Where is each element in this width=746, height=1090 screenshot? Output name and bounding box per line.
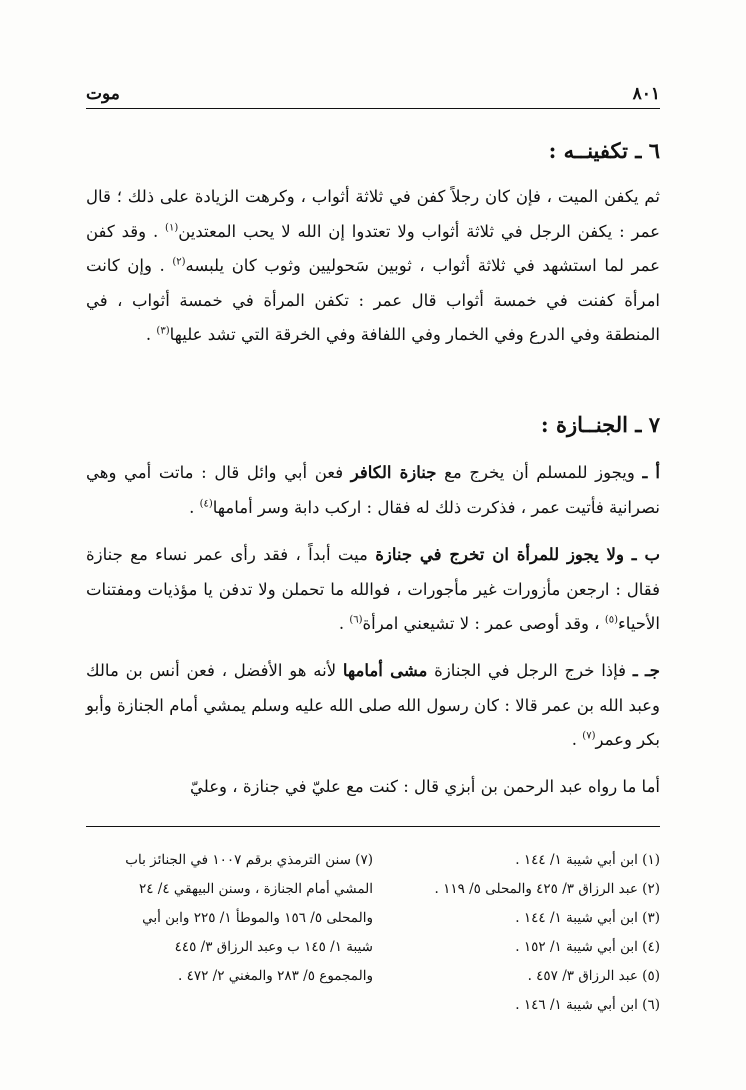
footnote-rule xyxy=(86,826,660,827)
item-c-end: . xyxy=(571,730,583,749)
footnote-5: (٥) عبد الرزاق ٣/ ٤٥٧ . xyxy=(527,968,660,984)
section-6-text-2: . وقد كفن عمر لما استشهد في ثلاثة أثواب ، ثوبين سَحوليين وثوب كان يلبسه xyxy=(86,221,660,275)
footnote-4: (٤) ابن أبي شيبة ١/ ١٥٢ . xyxy=(515,939,660,955)
footnote-7-line-1: (٧) سنن الترمذي برقم ١٠٠٧ في الجنائز باب xyxy=(125,852,373,868)
item-b-text: ميت أبداً ، فقد رأى عمر نساء مع جنازة فقال : ارجعن مأزورات غير مأجورات ، فوالله ما تحملن ولا تدفن يا مؤذيات ومفتنات الأحياء xyxy=(86,545,660,633)
footnote-ref-6: (٦) xyxy=(349,614,363,626)
item-a-text-2: فعن أبي وائل قال : ماتت أمي وهي نصرانية فأتيت عمر ، فذكرت ذلك له فقال : اركب دابة وسر أمامها xyxy=(86,463,660,517)
footnote-ref-5: (٥) xyxy=(604,614,619,626)
item-b-end: . xyxy=(338,614,350,633)
section-6-paragraph xyxy=(86,180,660,353)
item-c-paragraph xyxy=(86,654,660,758)
footnote-7-line-4: شيبة ١/ ١٤٥ ب وعبد الرزاق ٣/ ٤٤٥ xyxy=(174,939,373,955)
footnotes-left-column xyxy=(86,846,373,1020)
section-7-heading: ٧ ـ الجنــازة : xyxy=(540,412,660,437)
item-b-text-2: ، وقد أوصى عمر : لا تشيعني امرأة xyxy=(362,614,605,633)
section-6-text-4: . xyxy=(145,325,157,344)
section-6-text-3: . وإن كانت امرأة كفنت في خمسة أثواب قال عمر : تكفن المرأة في خمسة أثواب ، في المنطقة وفي الدرع وفي الخمار وفي اللفافة وفي الخرقة التي تشد عليها xyxy=(86,256,660,344)
footnote-ref-4: (٤) xyxy=(199,498,213,509)
item-b-bold: ولا يجوز للمرأة ان تخرج في جنازة xyxy=(375,545,632,564)
running-head xyxy=(86,78,660,104)
footnote-ref-1: (١) xyxy=(165,222,179,233)
item-b-paragraph xyxy=(86,538,660,642)
section-6-text: ثم يكفن الميت ، فإن كان رجلاً كفن في ثلاثة أثواب ، وكرهت الزيادة على ذلك ؛ قال عمر : يكفن الرجل في ثلاثة أثواب ولا تعتدوا إن الله لا يحب المعتدين xyxy=(86,187,660,241)
closing-text: أما ما رواه عبد الرحمن بن أبزي قال : كنت مع عليّ في جنازة ، وعليّ xyxy=(190,777,660,796)
footnotes xyxy=(86,846,660,1020)
footnote-7-line-2: المشي أمام الجنازة ، وسنن البيهقي ٤/ ٢٤ xyxy=(138,881,373,897)
header-rule xyxy=(86,108,660,109)
item-a-marker: أ ـ xyxy=(642,463,661,482)
footnote-ref-7: (٧) xyxy=(582,730,596,742)
footnote-2: (٢) عبد الرزاق ٣/ ٤٢٥ والمحلى ٥/ ١١٩ . xyxy=(434,881,660,897)
footnote-1: (١) ابن أبي شيبة ١/ ١٤٤ . xyxy=(515,852,660,868)
closing-paragraph xyxy=(86,770,660,805)
section-6-heading: ٦ ـ تكفينــه : xyxy=(548,138,660,163)
footnote-7-line-3: والمحلى ٥/ ١٥٦ والموطأ ١/ ٢٢٥ وابن أبي xyxy=(142,910,373,926)
footnote-ref-2: (٢) xyxy=(172,256,186,268)
footnote-ref-3: (٣) xyxy=(156,325,170,337)
item-c-marker: جـ ـ xyxy=(632,661,660,680)
page-number: ٨٠١ xyxy=(632,84,660,104)
item-a-text: ويجوز للمسلم أن يخرج مع xyxy=(436,463,643,482)
item-c-text-2: لأنه هو الأفضل ، فعن أنس بن مالك وعبد الله بن عمر قالا : كان رسول الله صلى الله عليه وسلم يمشي أمام الجنازة وأبو بكر وعمر xyxy=(86,661,660,749)
footnote-7-line-5: والمجموع ٥/ ٢٨٣ والمغني ٢/ ٤٧٢ . xyxy=(178,968,373,984)
item-a-bold: جنازة الكافر xyxy=(350,463,437,482)
footnote-3: (٣) ابن أبي شيبة ١/ ١٤٤ . xyxy=(515,910,660,926)
item-a-paragraph xyxy=(86,456,660,525)
item-c-text: فإذا خرج الرجل في الجنازة xyxy=(427,661,633,680)
footnotes-right-column xyxy=(373,846,660,1020)
item-b-marker: ب ـ xyxy=(631,545,660,564)
item-a-end: . xyxy=(189,497,200,517)
footnote-6: (٦) ابن أبي شيبة ١/ ١٤٦ . xyxy=(515,997,660,1013)
item-c-bold: مشى أمامها xyxy=(342,661,428,680)
running-title: موت xyxy=(86,84,120,104)
